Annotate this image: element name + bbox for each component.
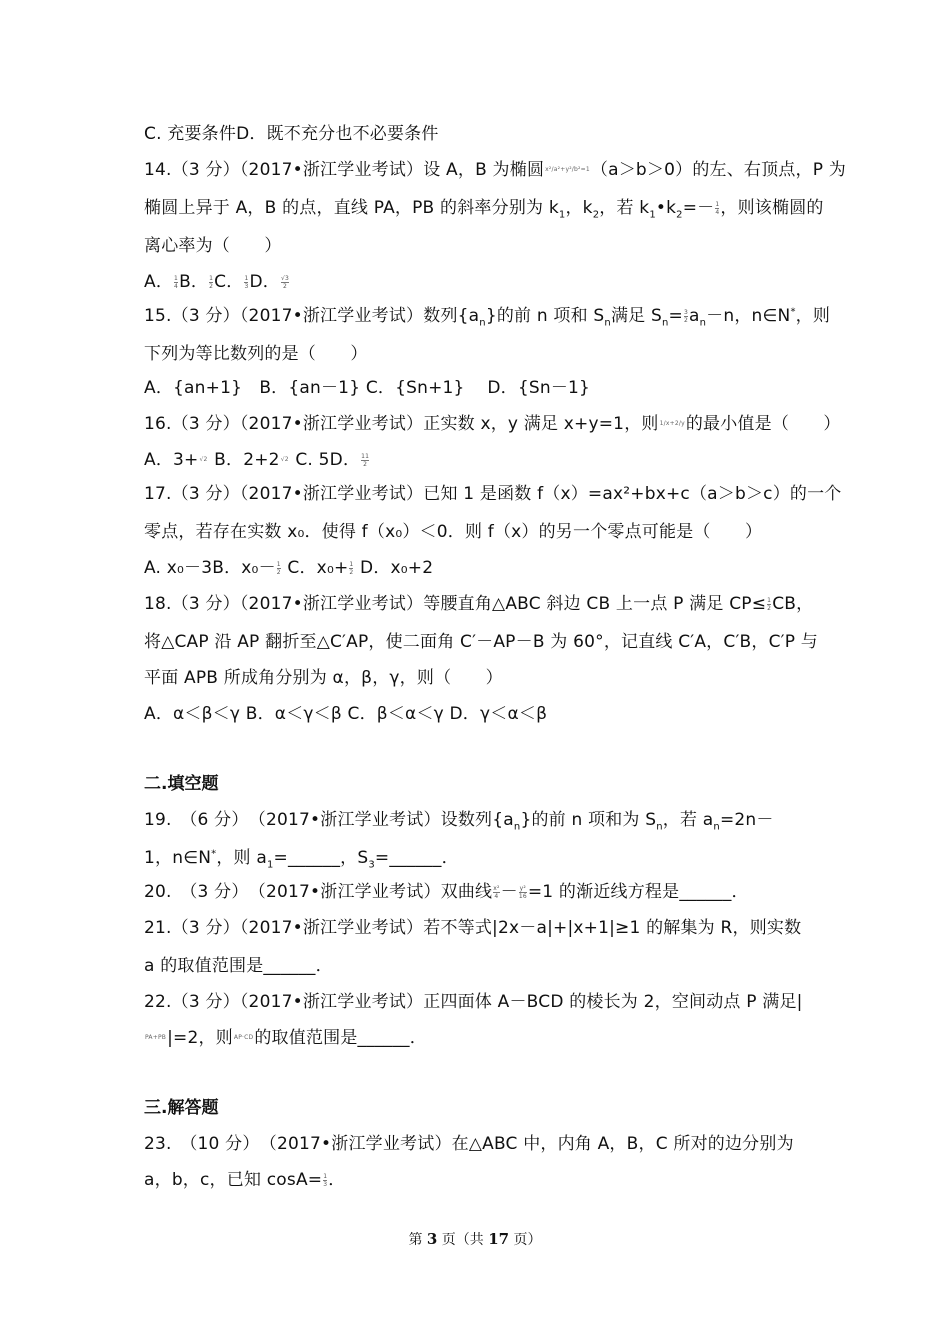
fraction: $\frac{1}{4}$ (715, 200, 720, 216)
q23-line1: 23. （10 分） （2017•浙江学业考试）在△ABC 中，内角 A，B，C 所对的边分别为 (144, 1134, 794, 1154)
q18-options: A．α＜β＜γ B．α＜γ＜β C．β＜α＜γ D．γ＜α＜β (144, 704, 548, 724)
q21-line2: a 的取值范围是______． (144, 956, 333, 976)
q14-options: A． $\frac{1}{4}$ B． $\frac{1}{2}$ C． $\frac{1}{3}$ D． $\frac{√3}{2}$ (144, 272, 290, 292)
q21-line1: 21.（3 分）（2017•浙江学业考试）若不等式|2x－a|+|x+1|≥1 的解集为 R，则实数 (144, 918, 802, 938)
q15-line2: 下列为等比数列的是（ ） (144, 344, 368, 364)
page-footer: 第 3 页（共 17 页） (408, 1230, 542, 1248)
q22-line2: PA+PB|=2，则AP·CD的取值范围是______． (145, 1028, 427, 1048)
q16-line1: 16.（3 分）（2017•浙江学业考试）正实数 x，y 满足 x+y=1，则1/x+2/y的最小值是（ ） (144, 414, 841, 434)
section-solution-heading: 三.解答题 (144, 1098, 219, 1118)
q19-line2: 1，n∈N*，则 $a_1=\_\_\_\_\_\_$，$S_3=\_\_\_\_\_\_$． (144, 848, 459, 871)
q23-line2: a，b，c，已知 cosA= $\frac{1}{3}$ ． (144, 1170, 346, 1190)
q15-line1: 15.（3 分）（2017•浙江学业考试）数列$\{a_n\}$的前 n 项和 $S_n$满足 $S_n=$ $\frac{3}{2}$ $a_n-n$，n∈N*，则 (144, 306, 831, 329)
q18-line3: 平面 APB 所成角分别为 α，β，γ，则（ ） (144, 668, 503, 688)
q14-line3: 离心率为（ ） (144, 236, 282, 256)
q14-line2: 椭圆上异于 A，B 的点，直线 PA，PB 的斜率分别为 $k_1$，$k_2$，若 $k_1•k_2=-$ $\frac{1}{4}$ ，则该椭圆的 (144, 198, 824, 221)
q22-line1: 22.（3 分）（2017•浙江学业考试）正四面体 A－BCD 的棱长为 2，空间动点 P 满足| (144, 992, 803, 1012)
q17-options: A. x₀－3B．x₀－ $\frac{1}{2}$ C．x₀+ $\frac{1}{2}$ D．x₀+2 (144, 558, 434, 578)
q17-line2: 零点，若存在实数 x₀．使得 f（x₀）＜0．则 f（x）的另一个零点可能是（ ） (144, 522, 763, 542)
q18-line1: 18.（3 分）（2017•浙江学业考试）等腰直角△ABC 斜边 CB 上一点 P 满足 CP≤ $\frac{1}{2}$ CB， (144, 594, 814, 614)
fraction-expression: 1/x+2/y (659, 420, 685, 427)
section-fill-in-heading: 二.填空题 (144, 774, 219, 794)
q20-line1: 20. （3 分） （2017•浙江学业考试）双曲线 $\frac{\text{x²}}{4}$ － $\frac{\text{y²}}{16}$ =1 的渐近线方程是______． (144, 882, 749, 902)
page-number: 3 (426, 1230, 438, 1248)
q19-line1: 19. （6 分） （2017•浙江学业考试）设数列$\{a_n\}$的前 n 项和为 $S_n$，若 $a_n=2n-$ (144, 810, 774, 833)
page-total: 17 (488, 1230, 510, 1248)
q17-line1: 17.（3 分）（2017•浙江学业考试）已知 1 是函数 f（x）=ax²+bx+c（a＞b＞c）的一个 (144, 484, 842, 504)
q15-options: A．{an+1} B．{an－1} C．{Sn+1} D．{Sn－1} (144, 378, 591, 398)
q16-options: A．3+√2 B．2+2√2 C. 5D． $\frac{11}{2}$ (144, 450, 370, 470)
ellipse-formula: x²/a²+y²/b²=1 (545, 166, 590, 173)
q18-line2: 将△CAP 沿 AP 翻折至△C′AP，使二面角 C′－AP－B 为 60°，记直线 C′A，C′B，C′P 与 (144, 632, 818, 652)
q13-options: C. 充要条件D．既不充分也不必要条件 (144, 124, 439, 144)
q14-line1: 14.（3 分）（2017•浙江学业考试）设 A，B 为椭圆x²/a²+y²/b²=1（a＞b＞0）的左、右顶点，P 为 (144, 160, 846, 180)
